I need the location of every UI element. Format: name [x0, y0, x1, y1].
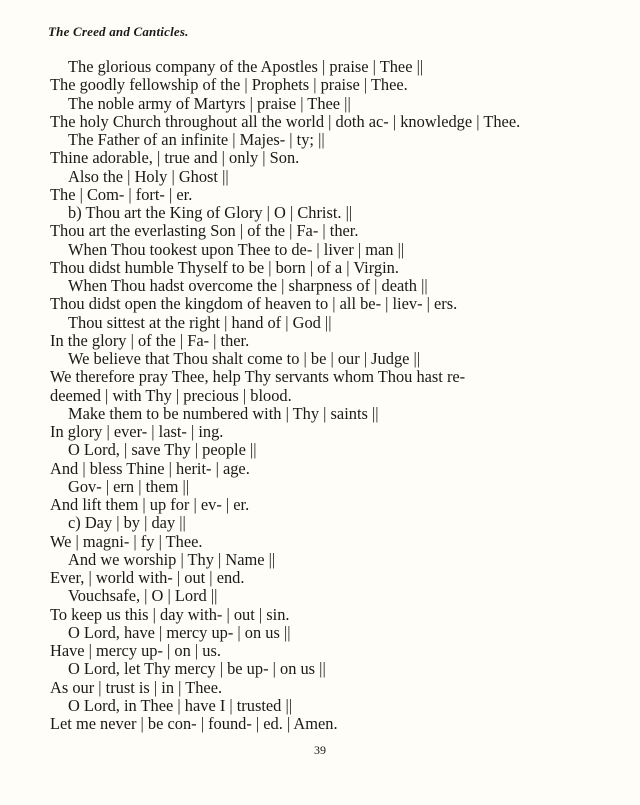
verse-line: O Lord, let Thy mercy | be up- | on us ||	[68, 659, 326, 679]
verse-line: Also the | Holy | Ghost ||	[68, 166, 229, 186]
verse-line: O Lord, have | mercy up- | on us ||	[68, 622, 291, 642]
verse-line: We therefore pray Thee, help Thy servants whom Thou hast re-	[50, 367, 466, 387]
verse-line: Thou sittest at the right | hand of | God ||	[68, 312, 332, 332]
verse-line: To keep us this | day with- | out | sin.	[50, 604, 290, 624]
verse-line: The holy Church throughout all the world | doth ac- | knowledge | Thee.	[50, 111, 521, 131]
verse-line: In glory | ever- | last- | ing.	[50, 422, 224, 441]
verse-line: And we worship | Thy | Name ||	[68, 549, 276, 569]
verse-line: Thou art the everlasting Son | of the | Fa- | ther.	[50, 221, 359, 241]
verse-line: We believe that Thou shalt come to | be | our | Judge ||	[68, 349, 421, 368]
verse-line: And lift them | up for | ev- | er.	[50, 495, 250, 514]
page-number: 39	[314, 743, 326, 757]
verse-line: Thou didst open the kingdom of heaven to | all be- | liev- | ers.	[50, 294, 458, 314]
verse-line: O Lord, | save Thy | people ||	[68, 440, 257, 460]
running-header: The Creed and Canticles.	[48, 24, 189, 39]
verse-line: Let me never | be con- | found- | ed. | Amen.	[50, 714, 338, 733]
verse-line: In the glory | of the | Fa- | ther.	[50, 330, 250, 350]
verse-line: Vouchsafe, | O | Lord ||	[68, 586, 218, 606]
verse-line: c) Day | by | day ||	[68, 513, 186, 533]
verse-line: And | bless Thine | herit- | age.	[50, 458, 250, 478]
verse-line: Thine adorable, | true and | only | Son.	[50, 148, 300, 168]
verse-line: Make them to be numbered with | Thy | saints ||	[68, 403, 379, 423]
verse-line: The Father of an infinite | Majes- | ty; ||	[68, 130, 325, 149]
verse-line: b) Thou art the King of Glory | O | Christ. ||	[68, 203, 353, 222]
verse-line: The | Com- | fort- | er.	[50, 184, 193, 204]
verse-line: Gov- | ern | them ||	[68, 476, 190, 496]
verse-line: We | magni- | fy | Thee.	[50, 531, 203, 551]
canticle-text	[50, 58, 610, 733]
verse-line: The goodly fellowship of the | Prophets | praise | Thee.	[50, 75, 408, 95]
verse-line: When Thou hadst overcome the | sharpness of | death ||	[68, 276, 428, 295]
verse-line: deemed | with Thy | precious | blood.	[50, 385, 292, 405]
verse-line: When Thou tookest upon Thee to de- | liver | man ||	[68, 239, 405, 259]
verse-line: Ever, | world with- | out | end.	[50, 568, 245, 587]
verse-line: O Lord, in Thee | have I | trusted ||	[68, 695, 293, 715]
verse-line: The noble army of Martyrs | praise | Thee ||	[68, 93, 351, 113]
verse-line: The glorious company of the Apostles | praise | Thee ||	[68, 57, 424, 76]
verse-line: Thou didst humble Thyself to be | born | of a | Virgin.	[50, 257, 399, 277]
verse-line: Have | mercy up- | on | us.	[50, 641, 221, 660]
verse-line: As our | trust is | in | Thee.	[50, 677, 223, 697]
